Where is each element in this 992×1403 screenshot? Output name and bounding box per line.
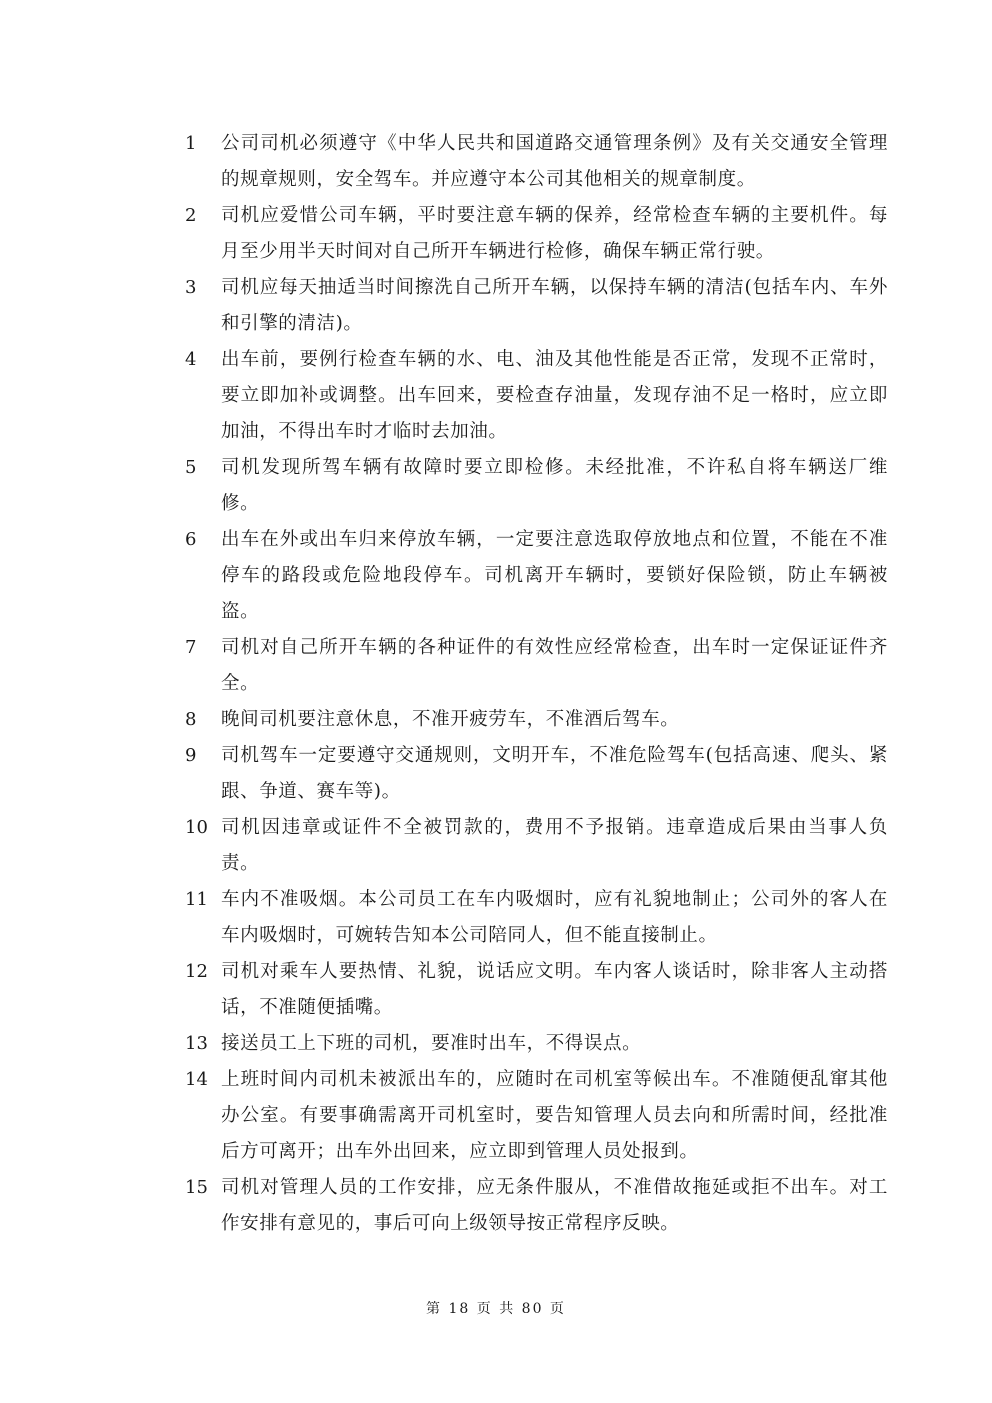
rule-text: 司机应每天抽适当时间擦洗自己所开车辆，以保持车辆的清洁(包括车内、车外和引擎的清洁)。 — [221, 277, 888, 334]
rule-text: 司机因违章或证件不全被罚款的，费用不予报销。违章造成后果由当事人负责。 — [221, 817, 888, 874]
rule-number: 14 — [185, 1069, 208, 1090]
rule-number: 8 — [185, 709, 197, 730]
rule-number: 9 — [185, 745, 197, 766]
rule-item-10 — [183, 810, 888, 882]
rule-text: 公司司机必须遵守《中华人民共和国道路交通管理条例》及有关交通安全管理的规章规则，安全驾车。并应遵守本公司其他相关的规章制度。 — [221, 133, 888, 190]
rule-item-5 — [183, 450, 888, 522]
rule-text: 司机驾车一定要遵守交通规则，文明开车，不准危险驾车(包括高速、爬头、紧跟、争道、赛车等)。 — [221, 745, 888, 802]
rule-text: 司机对管理人员的工作安排，应无条件服从，不准借故拖延或拒不出车。对工作安排有意见的，事后可向上级领导按正常程序反映。 — [221, 1177, 888, 1234]
rule-item-15 — [183, 1170, 888, 1242]
rule-number: 3 — [185, 277, 197, 298]
rule-number: 15 — [185, 1177, 208, 1198]
rule-item-13 — [183, 1026, 888, 1062]
rule-number: 5 — [185, 457, 197, 478]
rule-number: 11 — [185, 889, 208, 910]
rule-text: 上班时间内司机未被派出车的，应随时在司机室等候出车。不准随便乱窜其他办公室。有要事确需离开司机室时，要告知管理人员去向和所需时间，经批准后方可离开；出车外出回来，应立即到管理人员处报到。 — [221, 1069, 888, 1162]
rule-text: 司机对自己所开车辆的各种证件的有效性应经常检查，出车时一定保证证件齐全。 — [221, 637, 888, 694]
rule-item-8 — [183, 702, 888, 738]
rule-number: 2 — [185, 205, 197, 226]
rule-text: 接送员工上下班的司机，要准时出车，不得误点。 — [221, 1033, 642, 1054]
rule-number: 13 — [185, 1033, 208, 1054]
rule-text: 司机对乘车人要热情、礼貌，说话应文明。车内客人谈话时，除非客人主动搭话，不准随便插嘴。 — [221, 961, 888, 1018]
rule-text: 晚间司机要注意休息，不准开疲劳车，不准酒后驾车。 — [221, 709, 680, 730]
rules-list — [183, 126, 888, 1242]
rule-text: 出车在外或出车归来停放车辆，一定要注意选取停放地点和位置，不能在不准停车的路段或危险地段停车。司机离开车辆时，要锁好保险锁，防止车辆被盗。 — [221, 529, 888, 622]
rule-item-6 — [183, 522, 888, 630]
page-footer: 第 18 页 共 80 页 — [426, 1301, 566, 1317]
rule-item-7 — [183, 630, 888, 702]
rule-number: 12 — [185, 961, 208, 982]
rule-number: 6 — [185, 529, 197, 550]
rule-item-1 — [183, 126, 888, 198]
rule-item-9 — [183, 738, 888, 810]
rule-item-14 — [183, 1062, 888, 1170]
rule-number: 1 — [185, 133, 197, 154]
rule-text: 司机发现所驾车辆有故障时要立即检修。未经批准，不许私自将车辆送厂维修。 — [221, 457, 888, 514]
rule-item-11 — [183, 882, 888, 954]
rule-number: 7 — [185, 637, 197, 658]
rule-text: 司机应爱惜公司车辆，平时要注意车辆的保养，经常检查车辆的主要机件。每月至少用半天时间对自己所开车辆进行检修，确保车辆正常行驶。 — [221, 205, 888, 262]
rule-item-4 — [183, 342, 888, 450]
rule-item-12 — [183, 954, 888, 1026]
rule-item-3 — [183, 270, 888, 342]
rule-item-2 — [183, 198, 888, 270]
rule-text: 车内不准吸烟。本公司员工在车内吸烟时，应有礼貌地制止；公司外的客人在车内吸烟时，可婉转告知本公司陪同人，但不能直接制止。 — [221, 889, 888, 946]
rule-number: 4 — [185, 349, 197, 370]
rule-text: 出车前，要例行检查车辆的水、电、油及其他性能是否正常，发现不正常时，要立即加补或调整。出车回来，要检查存油量，发现存油不足一格时，应立即加油，不得出车时才临时去加油。 — [221, 349, 888, 442]
rule-number: 10 — [185, 817, 208, 838]
